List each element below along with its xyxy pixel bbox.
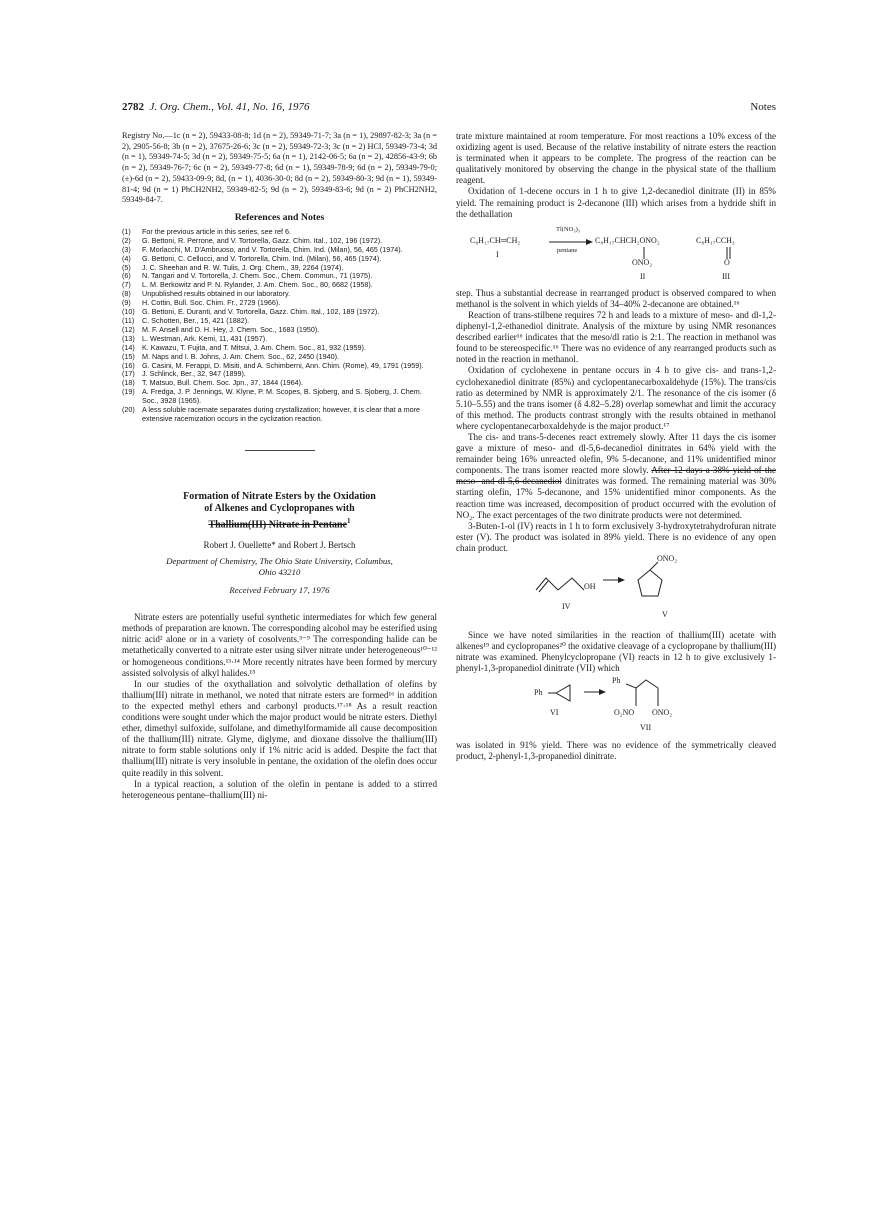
section-label: Notes (750, 101, 776, 113)
references-heading: References and Notes (234, 211, 325, 223)
reference-item: (10) G. Bettoni, E. Duranti, and V. Tortorella, Gazz. Chim. Ital., 102, 189 (1972). (122, 307, 380, 317)
reference-item: (2) G. Bettoni, R. Perrone, and V. Tortorella, Gazz. Chim. Ital., 102, 196 (1972). (122, 235, 383, 245)
reference-item: (18) T. Matsuo, Bull. Chem. Soc. Jpn., 37, 1844 (1964). (122, 378, 304, 388)
reagent-label: Tl(NO₃)₃ (556, 225, 581, 233)
reaction-scheme-butenol (456, 554, 776, 630)
registry-numbers: Registry No.—1c (n = 2), 59433-08-8; 1d (n = 2), 59349-71-7; 3a (n = 1), 29897-82-3; 3a (n = 2), 2905-56-8; 3b (n = 2), 37675-26-6; 3c (n = 2), 59349-72-3; 3c (n = 2) HCl, 59349-73-4; 3d (n = 1), 59349-74-5; 3d (n = 2), 59349-75-5; 6a (n = 1), 2142-06-5; 6a (n = 2), 42856-43-9; 6b (n = 2), 59349-76-7; 6c (n = 2), 59349-77-8; 6d (n = 1), 59349-78-9; 6d (n = 2), 59349-79-0; (±)-6d (n = 2), 59433-09-9; 8d, (n = 1), 4036-30-0; 8d (n = 2), 59349-80-3; 9d (n = 1), 59349-81-4; 9d (n = 1) PhCH2NH2, 59349-82-5; 9d (n = 2), 59349-83-6; 9d (n = 2) PhCH2NH2, 59349-84-7. (122, 131, 437, 205)
reaction-arrow (603, 576, 625, 584)
cyclopropane-ring (548, 682, 578, 706)
reference-item: (8) Unpublished results obtained in our laboratory. (122, 289, 291, 299)
body-paragraph: trate mixture maintained at room temperature. For most reactions a 10% excess of the oxidizing agent is used. Because of the relative instability of nitrate esters the reaction is terminated when it appears to be complete. The progress of the reaction can be qualitatively monitored by observing the change in the physical state of the thallium reagent. (456, 131, 776, 186)
body-paragraph: 3-Buten-1-ol (IV) reacts in 1 h to form exclusively 3-hydroxytetrahydrofuran nitrate ester (V). The product was isolated in 89% yield. There is no evidence of any open chain product. (456, 520, 776, 553)
phenyl-label: Ph (612, 676, 621, 686)
reference-item: (17) J. Schlinck, Ber., 32, 947 (1899). (122, 369, 246, 379)
page-number: 2782 (122, 101, 144, 113)
body-paragraph: was isolated in 91% yield. There was no evidence of the symmetrically cleaved product, 2-phenyl-1,3-propanediol dinitrate. (456, 740, 776, 762)
article-title: Formation of Nitrate Esters by the Oxidation of Alkenes and Cyclopropanes with Thallium(III) Nitrate in Pentane$^1$ (183, 490, 376, 531)
reference-item: (14) K. Kawazu, T. Fujita, and T. Mitsui, J. Am. Chem. Soc., 81, 932 (1959). (122, 342, 366, 352)
nitrate-group: ONO₂ (657, 554, 678, 563)
reference-item: (4) G. Bettoni, C. Cellucci, and V. Tortorella, Chim. Ind. (Milan), 56, 465 (1974). (122, 253, 382, 263)
phenyl-label: Ph (534, 688, 543, 698)
reference-list (122, 228, 437, 424)
compound-label: VII (640, 723, 652, 733)
reference-item: (3) F. Morlacchi, M. D'Ambruoso, and V. Tortorella, Chim. Ind. (Milan), 56, 465 (1974). (122, 244, 403, 254)
running-header (122, 101, 776, 117)
carbonyl-oxygen: O (724, 257, 730, 267)
reaction-arrow (549, 238, 593, 246)
body-paragraph: Reaction of trans-stilbene requires 72 h and leads to a mixture of meso- and dl-1,2-diphenyl-1,2-ethanediol dinitrate. Analysis of the mixture by using NMR resonances described earlier¹⁶ indicates that the meso/dl ratio is 2:1. The reaction in methanol was found to be stereospecific.¹⁶ There was no evidence of any rearranged products such as noted in the reaction in methanol. (456, 309, 776, 365)
reference-item: (13) L. Westman, Ark. Kemi, 11, 431 (1957). (122, 333, 268, 343)
product-formula: C₈H₁₇CHCH₂ONO₂ (595, 235, 660, 245)
author-affiliation: Department of Chemistry, The Ohio State University, Columbus, Ohio 43210 (166, 556, 393, 578)
received-date: Received February 17, 1976 (229, 585, 330, 596)
reference-item: (11) C. Schotten, Ber., 15, 421 (1882). (122, 315, 250, 325)
compound-label: IV (562, 602, 571, 611)
product-formula: C₈H₁₇CCH₃ (696, 235, 735, 245)
reference-item: (19) A. Fredga, J. P. Jennings, W. Klyne, P. M. Scopes, B. Sjoberg, and S. Sjoberg, J. Chem. Soc., 3928 (1965). (122, 387, 422, 406)
tetrahydrofuran-ring (628, 558, 678, 608)
reaction-arrow (584, 688, 606, 696)
section-divider (245, 450, 315, 451)
body-paragraph: Oxidation of cyclohexene in pentane occurs in 4 h to give cis- and trans-1,2-cyclohexanediol dinitrate (85%) and cyclopentanecarboxaldehyde (15%). The trans/cis ratio as determined by NMR is approximately 2/1. The resonance of the cis isomer (δ 5.10–5.55) and the trans isomer (δ 4.82–5.28) overlap somewhat and limit the accuracy of this method. The products contrast strongly with the results obtained in methanol where cyclopentanecarboxaldehyde is the major product.¹⁷ (456, 365, 776, 431)
page-header-left (122, 101, 310, 113)
compound-label: V (662, 610, 668, 619)
hydroxyl-group: OH (584, 582, 596, 591)
reference-item: (6) N. Tangari and V. Tortorella, J. Chem. Soc., Chem. Commun., 71 (1975). (122, 271, 373, 281)
body-paragraph: step. Thus a substantial decrease in rearranged product is observed compared to when methanol is the solvent in which yields of 34–40% 2-decanone are obtained.¹⁶ (456, 287, 776, 309)
right-column (456, 131, 776, 763)
nitrate-group: ONO₂ (632, 257, 653, 267)
reference-item: (5) J. C. Sheehan and R. W. Tulis, J. Org. Chem., 39, 2264 (1974). (122, 262, 344, 272)
body-paragraph: Since we have noted similarities in the reaction of thallium(III) acetate with alkenes¹⁹ and cyclopropanes²⁰ the oxidative cleavage of a cyclopropane by thallium(III) nitrate was examined. Phenylcyclopropane (VI) reacts in 12 h to give exclusively 1-phenyl-1,3-propanediol dinitrate (VII) which (456, 630, 776, 674)
reference-item: (15) M. Naps and I. B. Johns, J. Am. Chem. Soc., 62, 2450 (1940). (122, 351, 339, 361)
nitrate-group: O₂NO (614, 708, 635, 718)
reference-item: (12) M. F. Ansell and D. H. Hey, J. Chem. Soc., 1683 (1950). (122, 324, 320, 334)
reference-item: (16) G. Casini, M. Ferappi, D. Misiti, and A. Schimberni, Ann. Chim. (Rome), 49, 1791 (1959). (122, 360, 424, 370)
reference-item: (7) L. M. Berkowitz and P. N. Rylander, J. Am. Chem. Soc., 80, 6682 (1958). (122, 280, 373, 290)
compound-label: III (722, 271, 730, 281)
reference-item: (20) A less soluble racemate separates during crystallization; however, it is clear that a more extensive racemization occurs in the cyclization reaction. (122, 405, 421, 423)
article-authors: Robert J. Ouellette* and Robert J. Bertsch (203, 540, 356, 551)
body-paragraph: The cis- and trans-5-decenes react extremely slowly. After 11 days the cis isomer gave a mixture of meso- and dl-5,6-decanediol dinitrates in 64% yield with the remainder being 16% unreacted olefin, 9% 5-decanone, and 11% unidentified minor components. The trans isomer reacted more slowly. After 12 days a 38% yield of the meso- and dl-5,6-decanediol dinitrates was formed. The remaining material was 30% starting olefin, 17% 5-decanone, and 15% unidentified minor components. As the reaction time was increased, decomposition of product occurred with the evolution of NO₂. The exact percentages of the two dinitrate products were not determined. (456, 431, 776, 520)
reference-item: (9) H. Cottin, Bull. Soc. Chim. Fr., 2729 (1966). (122, 298, 281, 308)
solvent-label: pentane (557, 246, 578, 254)
compound-label: I (496, 249, 499, 259)
body-paragraph: Oxidation of 1-decene occurs in 1 h to give 1,2-decanediol dinitrate (II) in 85% yield. The remaining product is 2-decanone (III) which arises from a hydride shift in the dethallation (456, 186, 776, 219)
nitrate-group: ONO₂ (652, 708, 673, 718)
body-paragraph: Nitrate esters are potentially useful synthetic intermediates for which few general methods of preparation are known. The corresponding alcohol may be esterified using nitric acid² alone or in a variety of cosolvents.³⁻⁹ The corresponding halide can be metathetically converted to a nitrate ester using silver nitrate under heterogeneous¹⁰⁻¹² or homogeneous conditions.¹³·¹⁴ More recently nitrates have been formed by mercury assisted solvolysis of alkyl halides.¹⁵ (122, 612, 437, 678)
body-paragraph: In our studies of the oxythallation and solvolytic dethallation of olefins by thallium(III) nitrate in methanol, we noted that nitrate esters are formed¹⁶ in addition to the expected methyl ethers and carbonyl products.¹⁷·¹⁸ As a result reaction conditions were sought under which the major product would be nitrate esters. Diethyl ether, dimethyl sulfoxide, sulfolane, and dimethylformamide all cause decomposition of the thallium(III) nitrate. Glyme, diglyme, and dioxane dissolve the thallium(III) nitrate to form stable solutions only if 1% nitric acid is added. Despite the fact that thallium(III) nitrate is very insoluble in pentane, the oxidation of the olefin does occur quite readily in this solvent. (122, 678, 437, 778)
compound-label: II (640, 271, 646, 281)
left-column (122, 131, 437, 801)
compound-label: VI (550, 708, 559, 718)
journal-citation: J. Org. Chem., Vol. 41, No. 16, 1976 (149, 101, 310, 113)
propanediol-chain (624, 678, 664, 708)
reactant-formula: C₈H₁₇CH═CH₂ (470, 235, 521, 245)
reaction-scheme-decene (456, 220, 776, 288)
reference-item: (1) For the previous article in this series, see ref 6. (122, 226, 292, 236)
reaction-scheme-cyclopropane (456, 674, 776, 740)
body-paragraph: In a typical reaction, a solution of the olefin in pentane is added to a stirred heterogeneous pentane–thallium(III) ni- (122, 778, 437, 800)
